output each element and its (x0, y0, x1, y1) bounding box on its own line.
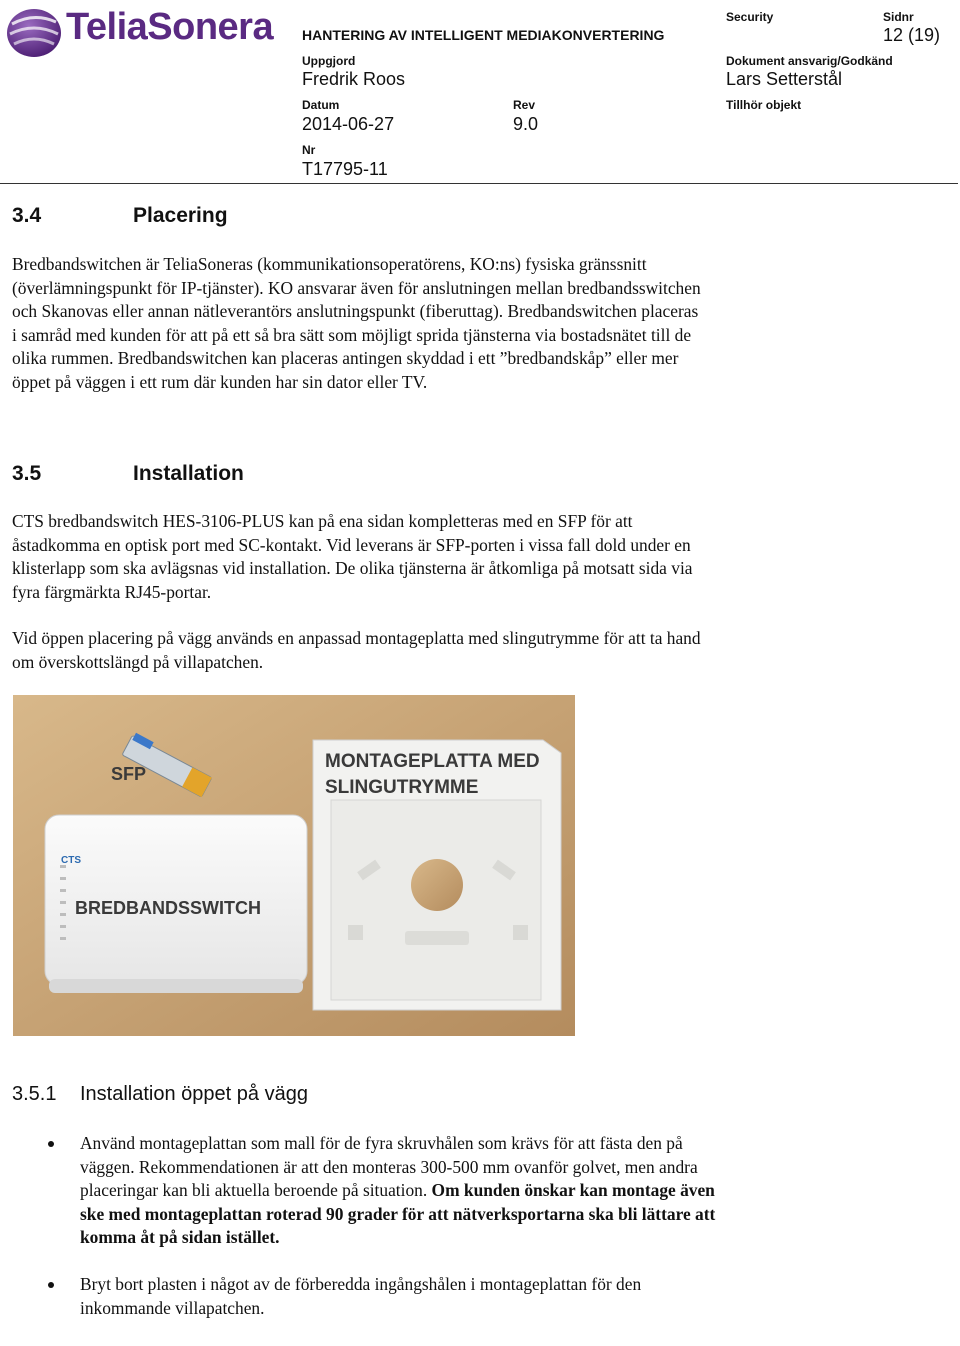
rev-value: 9.0 (513, 114, 539, 134)
list-item (0, 1273, 720, 1320)
security-label: Security (726, 10, 774, 24)
sidnr-label: Sidnr (883, 10, 914, 24)
bullet-1-text: Använd montageplattan som mall för de fyra skruvhålen som krävs för att fästa den på väggen. Rekommendationen är att den monteras 300-500 mm ovanför golvet, men andra placeringar kan bli aktuella beroende på situation. (80, 1133, 698, 1201)
installation-bullet-list (0, 1132, 720, 1343)
document-title: HANTERING AV INTELLIGENT MEDIAKONVERTERING (302, 27, 665, 43)
label-switch: BREDBANDSSWITCH (75, 898, 261, 918)
brand-name: TeliaSonera (66, 6, 274, 48)
product-photo-illustration (13, 695, 575, 1036)
ansvarig-label: Dokument ansvarig/Godkänd (726, 54, 893, 68)
section-3-4-body (12, 253, 702, 395)
nr-value: T17795-11 (302, 159, 388, 179)
bullet-icon (48, 1141, 54, 1147)
header-divider (0, 183, 958, 184)
list-item (0, 1132, 720, 1250)
section-3-4-number: 3.4 (12, 204, 42, 227)
section-3-4-title: Placering (133, 204, 228, 227)
label-montage-line-1: MONTAGEPLATTA MED (325, 751, 540, 772)
bullet-2-text: Bryt bort plasten i något av de förberedda ingångshålen i montageplattan för den inkommande villapatchen. (80, 1273, 642, 1318)
datum-value: 2014-06-27 (302, 114, 395, 134)
section-3-4-paragraph: Bredbandswitchen är TeliaSoneras (kommunikationsoperatörens, KO:ns) fysiska gränssnitt (överlämningspunkt för IP-tjänster). KO ansvarar även för anslutningen mellan bredbandsswitchen och Skanovas eller annan nätleverantörs anslutningspunkt (fiberuttag). Bredbandswitchen placeras i samråd med kunden för att på ett så bra sätt som möjligt sprida tjänsterna via bostadsnätet till de olika rummen. Bredbandswitchen kan placeras antingen skyddad i ett ”bredbandskåp” eller mer öppet på väggen i ett rum där kunden har sin dator eller TV. (12, 254, 701, 392)
label-sfp: SFP (111, 764, 147, 784)
section-3-5-body (12, 510, 702, 675)
uppgjord-label: Uppgjord (302, 54, 356, 68)
nr-label: Nr (302, 143, 316, 157)
uppgjord-value: Fredrik Roos (302, 69, 406, 89)
section-3-5-1-number: 3.5.1 (12, 1083, 57, 1105)
bullet-1-bold-text: Om kunden önskar kan montage även ske med montageplattan roterad 90 grader för att nätverksportarna ska bli lättare att komma åt på sidan istället. (80, 1180, 716, 1248)
sidnr-value: 12 (19) (883, 25, 941, 45)
tillhor-label: Tillhör objekt (726, 98, 802, 112)
bullet-icon (48, 1282, 54, 1288)
rev-label: Rev (513, 98, 536, 112)
section-3-5-1-title: Installation öppet på vägg (80, 1083, 308, 1105)
telia-pebble-icon (4, 4, 64, 60)
section-3-5-number: 3.5 (12, 462, 42, 485)
ansvarig-value: Lars Setterstål (726, 69, 843, 89)
section-3-5-paragraph-2: Vid öppen placering på vägg används en anpassad montageplatta med slingutrymme för att ta hand om överskottslängd på villapatchen. (12, 628, 701, 672)
section-3-5-paragraph-1: CTS bredbandswitch HES-3106-PLUS kan på ena sidan kompletteras med en SFP för att åstadkomma en optisk port med SC-kontakt. Vid leverans är SFP-porten i vissa fall dold under en klisterlapp som ska avlägsnas vid installation. De olika tjänsterna är åtkomliga på motsatt sida via fyra färgmärkta RJ45-portar. (12, 511, 693, 602)
label-montage-line-2: SLINGUTRYMME (325, 777, 479, 798)
datum-label: Datum (302, 98, 340, 112)
section-3-5-title: Installation (133, 462, 244, 485)
product-photo (13, 695, 575, 1036)
device-brand-label: CTS (61, 855, 81, 866)
